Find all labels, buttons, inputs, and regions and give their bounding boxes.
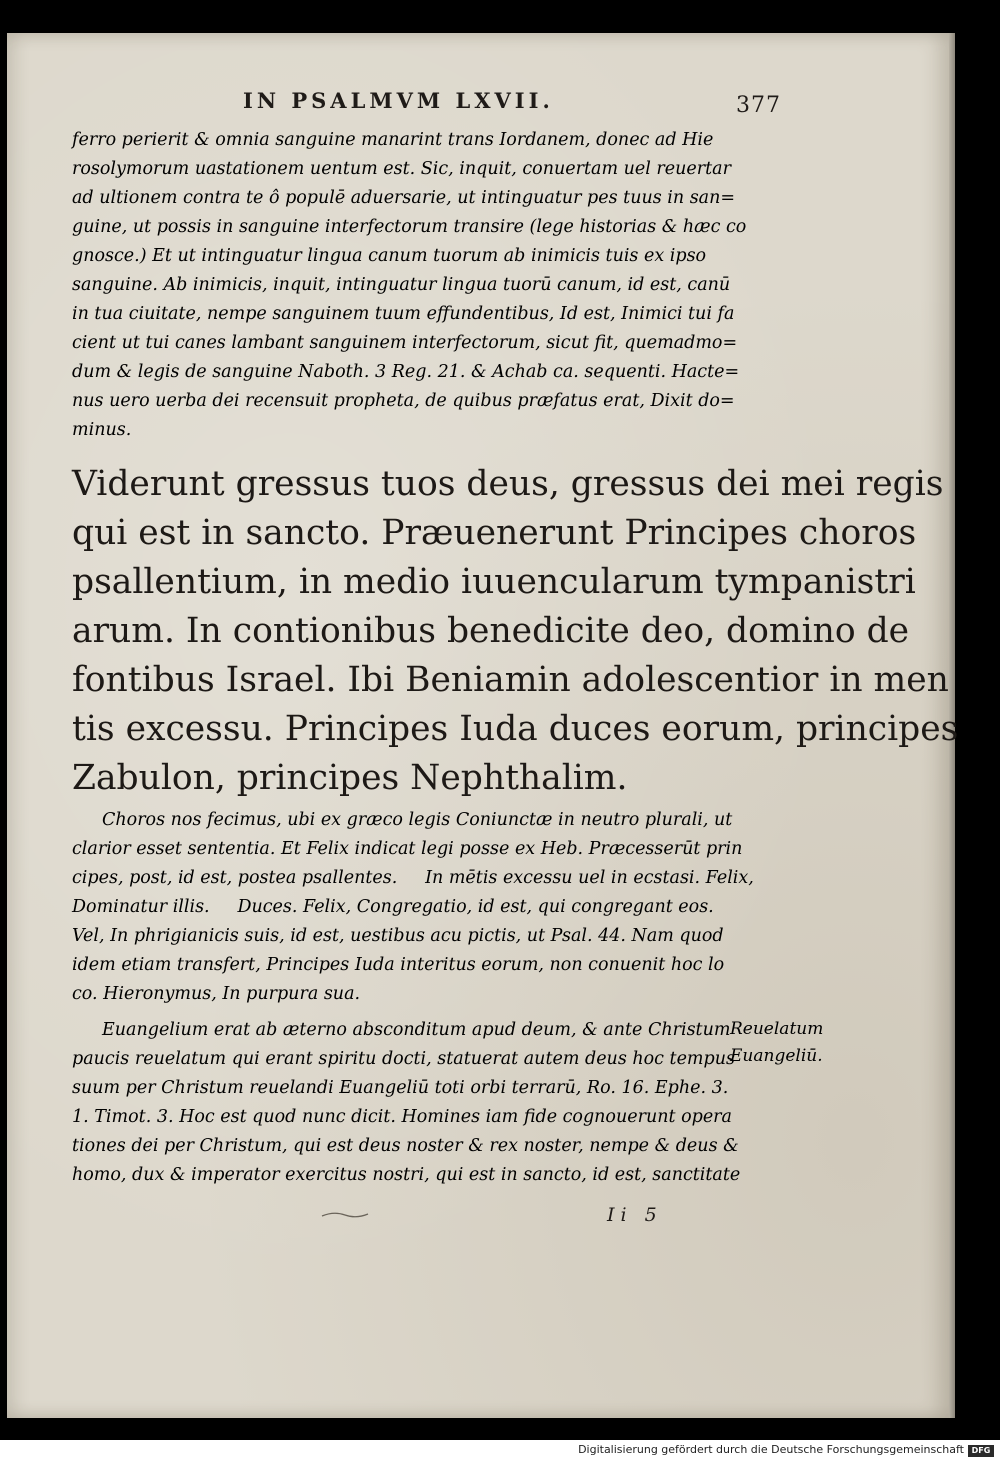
text-line: Euangelium erat ab æterno absconditum apud deum, & ante Christum [102,1020,731,1040]
text-line: tiones dei per Christum, qui est deus noster & rex noster, nempe & deus & [72,1136,739,1156]
text-line: rosolymorum uastationem uentum est. Sic, inquit, conuertam uel reuertar [72,159,731,179]
text-line: minus. [72,420,132,440]
text-line: sanguine. Ab inimicis, inquit, intinguatur lingua tuorū canum, id est, canū [72,275,731,295]
margin-note-line: Reuelatum [730,1019,824,1039]
verse-line: qui est in sancto. Præuenerunt Principes choros [72,513,917,553]
text-line: co. Hieronymus, In purpura sua. [72,984,361,1004]
text-line: clarior esset sententia. Et Felix indicat legi posse ex Heb. Præcesserūt prin [72,839,743,859]
verse-line: Viderunt gressus tuos deus, gressus dei mei regis [72,464,944,504]
verse-line: Zabulon, principes Nephthalim. [72,758,628,798]
text-line: Vel, In phrigianicis suis, id est, uestibus acu pictis, ut Psal. 44. Nam quod [72,926,724,946]
psalm-verse [72,460,958,803]
signature-mark: Ii 5 [607,1204,663,1226]
verse-line: tis excessu. Principes Iuda duces eorum, principes [72,709,959,749]
verse-line: fontibus Israel. Ibi Beniamin adolescentior in men [72,660,949,700]
text-line: in tua ciuitate, nempe sanguinem tuum effundentibus, Id est, Inimici tui fa [72,304,735,324]
margin-note-line: Euangeliū. [730,1046,823,1066]
dfg-logo-icon: DFG [968,1445,994,1457]
text-line: 1. Timot. 3. Hoc est quod nunc dicit. Homines iam fide cognouerunt opera [72,1107,732,1127]
commentary-top [72,126,746,445]
commentary-bottom [72,1016,740,1190]
text-line: suum per Christum reuelandi Euangeliū toti orbi terrarū, Ro. 16. Ephe. 3. [72,1078,729,1098]
funding-credit: Digitalisierung gefördert durch die Deutsche Forschungsgemeinschaft [578,1443,964,1456]
text-line: idem etiam transfert, Principes Iuda interitus eorum, non conuenit hoc lo [72,955,725,975]
text-line: ferro perierit & omnia sanguine manarint trans Iordanem, donec ad Hie [72,130,714,150]
text-line: cient ut tui canes lambant sanguinem interfectorum, sicut fit, quemadmo= [72,333,738,353]
text-line: Dominatur illis. Duces. Felix, Congregatio, id est, qui congregant eos. [72,897,714,917]
text-line: gnosce.) Et ut intinguatur lingua canum tuorum ab inimicis tuis ex ipso [72,246,707,266]
text-line: homo, dux & imperator exercitus nostri, qui est in sancto, id est, sanctitate [72,1165,741,1185]
verse-line: psallentium, in medio iuuencularum tympanistri [72,562,916,602]
verse-line: arum. In contionibus benedicite deo, domino de [72,611,910,651]
commentary-middle [72,806,754,1009]
text-line: guine, ut possis in sanguine interfectorum transire (lege historias & hæc co [72,217,747,237]
margin-note [730,1016,823,1070]
footer-bar [0,1440,1000,1462]
running-head: IN PSALMVM LXVII. [243,88,554,113]
text-line: Choros nos fecimus, ubi ex græco legis Coniunctæ in neutro plurali, ut [102,810,733,830]
page-number: 377 [736,93,781,118]
text-line: ad ultionem contra te ô populē aduersarie, ut intinguatur pes tuus in san= [72,188,736,208]
text-line: dum & legis de sanguine Naboth. 3 Reg. 21. & Achab ca. sequenti. Hacte= [72,362,740,382]
text-line: nus uero uerba dei recensuit propheta, de quibus præfatus erat, Dixit do= [72,391,735,411]
text-line: paucis reuelatum qui erant spiritu docti, statuerat autem deus hoc tempus [72,1049,735,1069]
text-line: cipes, post, id est, postea psallentes. In mētis excessu uel in ecstasi. Felix, [72,868,754,888]
ornament-flourish [320,1210,370,1220]
